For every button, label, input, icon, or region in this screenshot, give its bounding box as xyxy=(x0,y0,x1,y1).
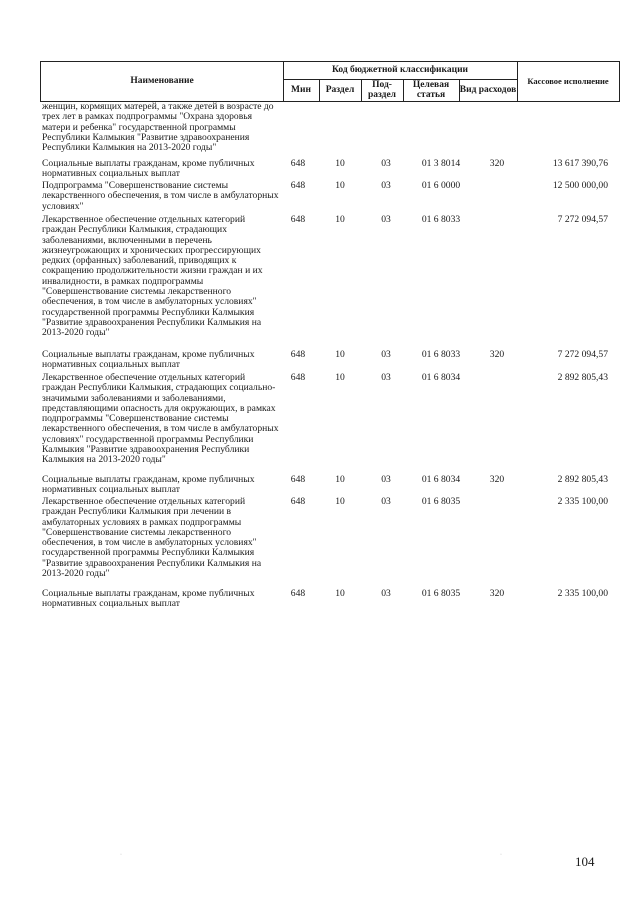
row-amount: 2 335 100,00 xyxy=(557,588,608,599)
row-celevaya: 01 6 0000 xyxy=(421,180,461,191)
row-amount: 13 617 390,76 xyxy=(552,158,608,169)
header-name: Наименование xyxy=(130,76,194,87)
header-min: Мин xyxy=(291,84,311,95)
row-celevaya: 01 6 8033 xyxy=(421,349,461,360)
row-celevaya: 01 6 8033 xyxy=(421,214,461,225)
row-podrazdel: 03 xyxy=(381,349,391,360)
row-razdel: 10 xyxy=(335,349,345,360)
row-celevaya: 01 6 8034 xyxy=(421,372,461,383)
table-header xyxy=(40,61,620,102)
row-amount: 12 500 000,00 xyxy=(552,180,608,191)
page-number: 104 xyxy=(575,854,595,869)
scan-speck: · xyxy=(120,852,122,858)
row-name: женщин, кормящих матерей, а также детей в возрасте до трех лет в рамках подпрограммы "Охрана здоровья матери и ребенка" государственной программы Республики Калмыкия "Развитие здравоохранения Республики Калмыкия на 2013-2020 годы" xyxy=(42,101,274,154)
scan-speck: · xyxy=(500,852,502,858)
header-podrazdel: Под-раздел xyxy=(367,79,397,100)
row-podrazdel: 03 xyxy=(381,372,391,383)
row-name: Социальные выплаты гражданам, кроме публичных нормативных социальных выплат xyxy=(42,474,255,496)
row-min: 648 xyxy=(290,588,306,599)
row-razdel: 10 xyxy=(335,372,345,383)
row-podrazdel: 03 xyxy=(381,588,391,599)
row-amount: 7 272 094,57 xyxy=(557,214,608,225)
row-celevaya: 01 6 8035 xyxy=(421,496,461,507)
row-celevaya: 01 3 8014 xyxy=(421,158,461,169)
row-podrazdel: 03 xyxy=(381,474,391,485)
row-name: Социальные выплаты гражданам, кроме публичных нормативных социальных выплат xyxy=(42,349,255,371)
row-name: Социальные выплаты гражданам, кроме публичных нормативных социальных выплат xyxy=(42,158,255,180)
row-podrazdel: 03 xyxy=(381,214,391,225)
row-vid: 320 xyxy=(489,474,505,485)
row-amount: 2 892 805,43 xyxy=(557,372,608,383)
row-celevaya: 01 6 8034 xyxy=(421,474,461,485)
row-min: 648 xyxy=(290,158,306,169)
header-celevaya: Целевая статья xyxy=(412,79,450,100)
row-amount: 7 272 094,57 xyxy=(557,349,608,360)
row-razdel: 10 xyxy=(335,214,345,225)
row-razdel: 10 xyxy=(335,180,345,191)
row-celevaya: 01 6 8035 xyxy=(421,588,461,599)
header-group: Код бюджетной классификации xyxy=(331,65,469,76)
header-razdel: Раздел xyxy=(325,84,355,95)
row-podrazdel: 03 xyxy=(381,158,391,169)
row-min: 648 xyxy=(290,372,306,383)
row-vid: 320 xyxy=(489,158,505,169)
row-min: 648 xyxy=(290,474,306,485)
row-amount: 2 335 100,00 xyxy=(557,496,608,507)
row-razdel: 10 xyxy=(335,588,345,599)
row-min: 648 xyxy=(290,496,306,507)
row-vid: 320 xyxy=(489,349,505,360)
row-vid: 320 xyxy=(489,588,505,599)
header-vid: Вид расходов xyxy=(459,84,517,95)
row-name: Подпрограмма "Совершенствование системы лекарственного обеспечения, в том числе в амбулаторных условиях" xyxy=(42,180,279,212)
row-min: 648 xyxy=(290,214,306,225)
row-podrazdel: 03 xyxy=(381,496,391,507)
row-name: Лекарственное обеспечение отдельных категорий граждан Республики Калмыкия, страдающих социально-значимыми заболеваниями и заболеваниями, представляющими опасность для окружающих, в рамках подпрограммы "Совершенствование системы лекарственного обеспечения, в том числе в амбулаторных условиях" государственной программы Республики Калмыкия "Развитие здравоохранения Республики Калмыкия на 2013-2020 годы" xyxy=(42,372,279,466)
row-razdel: 10 xyxy=(335,474,345,485)
row-razdel: 10 xyxy=(335,158,345,169)
row-name: Лекарственное обеспечение отдельных категорий граждан Республики Калмыкия, страдающих заболеваниями, включенными в перечень жизнеугрожающих и хронических прогрессирующих редких (орфанных) заболеваний, приводящих к сокращению продолжительности жизни граждан и их инвалидности, в рамках подпрограммы "Совершенствование системы лекарственного обеспечения, в том числе в амбулаторных условиях" государственной программы Республики Калмыкия "Развитие здравоохранения Республики Калмыкия на 2013-2020 годы" xyxy=(42,214,263,339)
row-min: 648 xyxy=(290,180,306,191)
header-kassa: Кассовое исполнение xyxy=(527,76,609,87)
row-name: Социальные выплаты гражданам, кроме публичных нормативных социальных выплат xyxy=(42,588,255,610)
row-name: Лекарственное обеспечение отдельных категорий граждан Республики Калмыкия при лечении в амбулаторных условиях в рамках подпрограммы "Совершенствование системы лекарственного обеспечения, в том числе в амбулаторных условиях" государственной программы Республики Калмыкия "Развитие здравоохранения Республики Калмыкия на 2013-2020 годы" xyxy=(42,496,262,580)
row-min: 648 xyxy=(290,349,306,360)
row-podrazdel: 03 xyxy=(381,180,391,191)
row-razdel: 10 xyxy=(335,496,345,507)
row-amount: 2 892 805,43 xyxy=(557,474,608,485)
